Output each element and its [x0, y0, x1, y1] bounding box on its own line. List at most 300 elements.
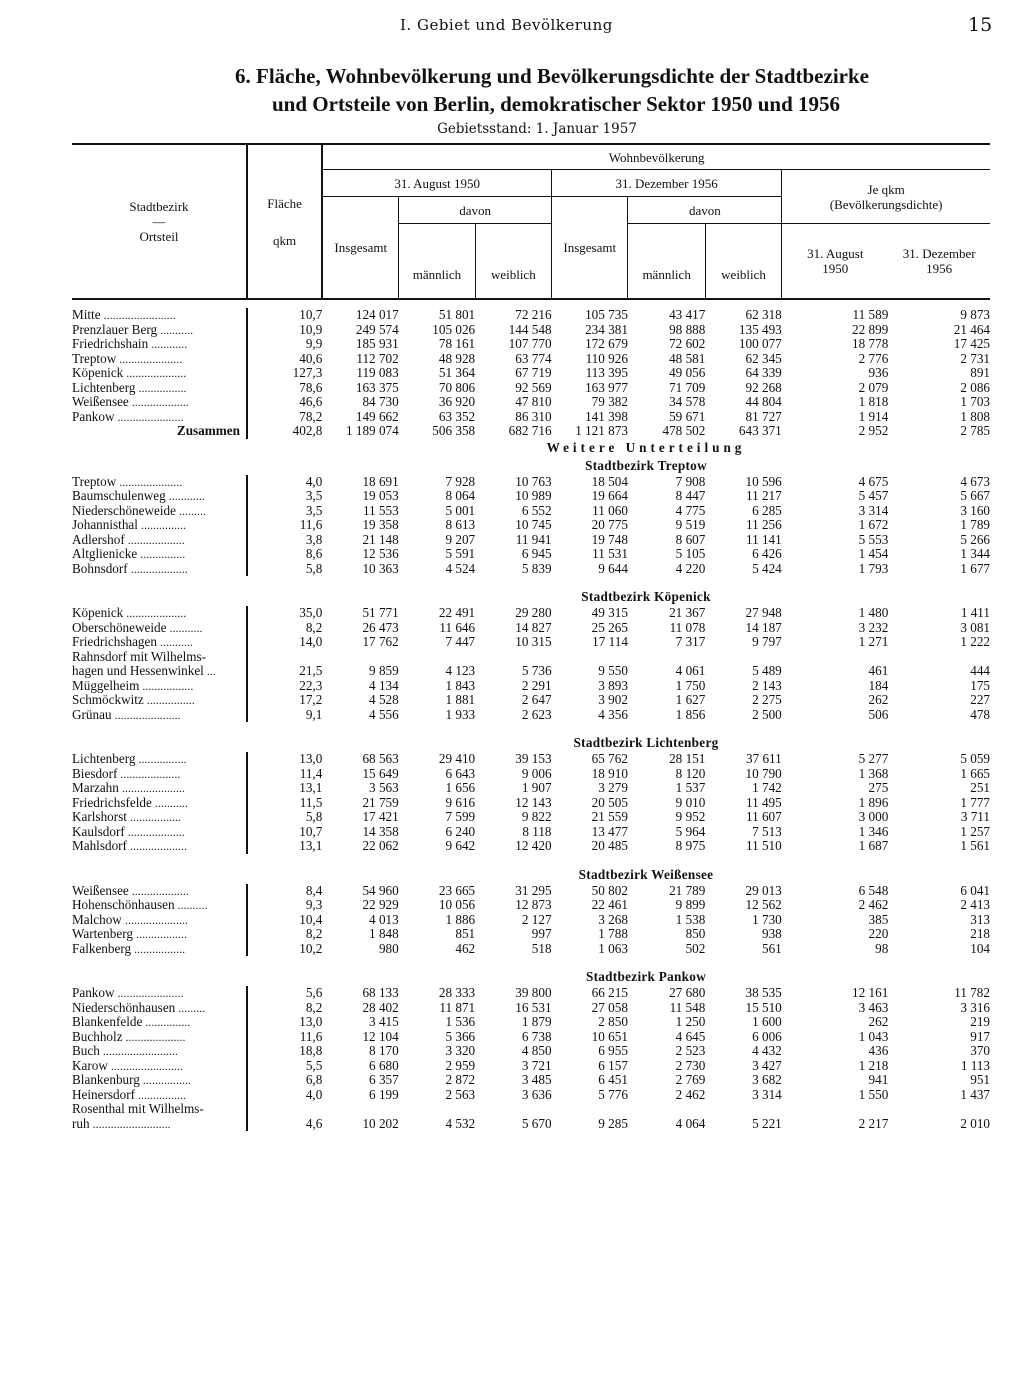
header-qkm-label: qkm — [273, 232, 297, 248]
dot-leader: ................... — [128, 395, 189, 409]
cell-insgesamt-1956: 3 279 — [598, 781, 628, 795]
cell-insgesamt-1956: 141 398 — [585, 409, 628, 424]
table-row — [72, 1059, 990, 1074]
dot-leader: .................... — [123, 606, 187, 620]
cell-maennlich-1956: 1 627 — [675, 693, 706, 707]
dot-leader: ................ — [139, 1073, 191, 1087]
cell-maennlich-1950: 22 491 — [438, 606, 476, 620]
cell-maennlich-1950 — [399, 650, 475, 665]
dot-leader: .......... — [174, 898, 208, 912]
cell-dichte-1950: 1 346 — [858, 824, 889, 839]
cell-dichte-1956: 1 411 — [960, 606, 990, 620]
cell-flaeche: 18,8 — [247, 1044, 322, 1059]
table-row — [72, 942, 990, 957]
cell-flaeche: 5,8 — [247, 810, 322, 825]
cell-insgesamt-1950: 3 563 — [369, 781, 399, 795]
cell-maennlich-1956: 9 952 — [675, 810, 706, 824]
cell-dichte-1950: 2 952 — [858, 424, 889, 438]
dot-leader: ...................... — [111, 707, 181, 722]
cell-insgesamt-1950: 54 960 — [362, 883, 399, 898]
cell-weiblich-1956: 5 424 — [752, 561, 782, 576]
cell-maennlich-1956: 2 769 — [675, 1073, 706, 1087]
header-dichte-dez-line1: 31. Dezember — [902, 246, 976, 261]
cell-weiblich-1956: 100 077 — [738, 337, 782, 351]
cell-flaeche: 22,3 — [247, 679, 322, 694]
cell-dichte-1950: 1 672 — [858, 518, 889, 532]
cell-insgesamt-1950: 22 062 — [362, 839, 399, 853]
dot-leader: ................... — [124, 532, 185, 547]
row-name: Pankow ...................... — [72, 986, 184, 1000]
cell-weiblich-1950: 5 839 — [521, 561, 552, 576]
cell-weiblich-1956: 27 948 — [745, 606, 782, 620]
cell-dichte-1956: 5 667 — [960, 489, 990, 503]
cell-insgesamt-1950: 17 762 — [362, 635, 399, 649]
cell-weiblich-1956 — [705, 650, 781, 665]
cell-flaeche: 3,5 — [247, 489, 322, 504]
cell-weiblich-1956: 11 510 — [745, 839, 782, 853]
cell-insgesamt-1950: 84 730 — [362, 395, 399, 409]
dot-leader: ...................... — [114, 409, 184, 424]
cell-dichte-1950: 3 000 — [858, 810, 889, 824]
cell-maennlich-1950: 78 161 — [438, 337, 476, 351]
cell-weiblich-1950: 39 800 — [515, 986, 552, 1000]
row-name: Malchow ..................... — [72, 912, 188, 927]
cell-insgesamt-1956: 11 531 — [592, 547, 628, 561]
gebietsstand-note: Gebietsstand: 1. Januar 1957 — [437, 121, 637, 137]
header-dichte-dez1956 — [888, 224, 990, 300]
cell-insgesamt-1950: 249 574 — [355, 322, 399, 337]
header-dez1956: 31. Dezember 1956 — [552, 170, 782, 197]
cell-dichte-1956: 444 — [970, 664, 990, 678]
cell-maennlich-1950: 6 643 — [445, 766, 476, 781]
cell-maennlich-1956: 27 680 — [669, 986, 706, 1000]
cell-maennlich-1956: 8 607 — [675, 532, 706, 547]
cell-weiblich-1956: 11 495 — [745, 795, 782, 810]
cell-dichte-1950: 1 818 — [858, 395, 889, 409]
cell-weiblich-1956: 44 804 — [745, 395, 782, 409]
cell-maennlich-1950: 2 563 — [445, 1087, 476, 1102]
cell-dichte-1956: 227 — [970, 693, 990, 707]
cell-flaeche: 46,6 — [247, 395, 322, 410]
cell-insgesamt-1956: 25 265 — [591, 620, 628, 635]
cell-flaeche: 10,9 — [247, 323, 322, 338]
table-row — [72, 796, 990, 811]
cell-insgesamt-1950: 4 134 — [369, 678, 399, 693]
cell-insgesamt-1956: 5 776 — [598, 1087, 628, 1102]
header-maennlich-1956: männlich — [628, 224, 705, 300]
cell-weiblich-1950: 6 552 — [521, 503, 552, 518]
cell-flaeche: 14,0 — [247, 635, 322, 650]
cell-insgesamt-1956: 6 451 — [598, 1073, 628, 1087]
cell-dichte-1956: 2 731 — [960, 351, 990, 366]
cell-weiblich-1950: 6 738 — [521, 1029, 552, 1044]
cell-maennlich-1950: 506 358 — [432, 424, 476, 438]
table-row — [72, 424, 990, 439]
running-head — [0, 16, 1024, 38]
cell-flaeche: 4,6 — [247, 1117, 322, 1132]
cell-insgesamt-1950: 8 170 — [369, 1044, 399, 1058]
table-row — [72, 323, 990, 338]
cell-dichte-1956: 2 010 — [960, 1116, 990, 1131]
cell-weiblich-1956: 10 790 — [745, 766, 782, 781]
cell-maennlich-1950: 7 447 — [445, 635, 476, 649]
table-row — [72, 475, 990, 490]
row-name: Weißensee ................... — [72, 883, 189, 898]
cell-weiblich-1950: 11 941 — [515, 532, 552, 547]
dot-leader: ................. — [126, 810, 181, 824]
cell-flaeche — [247, 1102, 322, 1117]
cell-flaeche — [247, 650, 322, 665]
row-name: Karlshorst ................. — [72, 810, 181, 824]
table-row — [72, 337, 990, 352]
row-name: Weißensee ................... — [72, 395, 189, 409]
row-name: Friedrichsfelde ........... — [72, 795, 188, 810]
cell-dichte-1950: 3 314 — [858, 503, 889, 518]
cell-insgesamt-1956: 20 485 — [591, 839, 628, 853]
cell-maennlich-1956: 4 645 — [675, 1029, 706, 1044]
cell-weiblich-1950: 86 310 — [515, 409, 552, 424]
cell-weiblich-1956: 2 500 — [752, 707, 782, 722]
cell-flaeche: 78,6 — [247, 381, 322, 396]
table-row — [72, 635, 990, 650]
cell-maennlich-1950: 11 646 — [439, 620, 476, 635]
cell-maennlich-1956: 9 010 — [675, 795, 706, 810]
cell-insgesamt-1950: 51 771 — [362, 606, 399, 620]
cell-insgesamt-1950: 21 148 — [362, 532, 399, 547]
table-row — [72, 810, 990, 825]
cell-dichte-1950: 1 218 — [858, 1058, 889, 1073]
cell-maennlich-1950: 23 665 — [438, 883, 476, 898]
cell-weiblich-1956: 2 275 — [752, 693, 782, 707]
cell-dichte-1956: 2 086 — [960, 380, 990, 395]
cell-flaeche: 13,1 — [247, 781, 322, 796]
cell-maennlich-1956: 7 317 — [675, 635, 706, 649]
table-row — [72, 1088, 990, 1103]
table-row — [72, 489, 990, 504]
dot-leader: ..................... — [116, 474, 183, 489]
cell-dichte-1956: 1 677 — [960, 561, 990, 576]
cell-flaeche: 10,4 — [247, 913, 322, 928]
cell-flaeche: 78,2 — [247, 410, 322, 425]
cell-dichte-1956: 1 789 — [960, 518, 990, 532]
cell-maennlich-1950: 5 001 — [445, 503, 476, 518]
cell-insgesamt-1956: 49 315 — [591, 606, 628, 620]
table-row — [72, 1030, 990, 1045]
cell-weiblich-1950: 29 280 — [515, 606, 552, 620]
cell-maennlich-1950: 11 871 — [439, 1000, 476, 1015]
cell-weiblich-1956: 1 730 — [752, 912, 782, 927]
cell-insgesamt-1956: 1 121 873 — [575, 424, 628, 438]
cell-insgesamt-1956: 113 395 — [585, 366, 628, 380]
cell-dichte-1950: 18 778 — [852, 337, 889, 351]
header-flaeche-label: Fläche — [267, 195, 302, 211]
cell-maennlich-1956: 4 220 — [675, 561, 706, 576]
spacer-cell — [72, 956, 990, 968]
cell-weiblich-1950: 10 315 — [515, 635, 552, 649]
cell-weiblich-1956: 2 143 — [752, 678, 782, 693]
page-number: 15 — [968, 14, 993, 36]
cell-dichte-1950: 436 — [868, 1044, 889, 1058]
cell-flaeche: 11,6 — [247, 1030, 322, 1045]
weitere-unterteilung: Weitere Unterteilung — [546, 439, 746, 455]
dot-leader: .......................... — [89, 1116, 171, 1131]
cell-weiblich-1950: 6 945 — [521, 547, 552, 561]
cell-insgesamt-1956: 22 461 — [591, 898, 628, 912]
row-name: Blankenburg ................ — [72, 1073, 191, 1087]
header-stadtbezirk — [72, 144, 247, 299]
table-row — [72, 518, 990, 533]
cell-maennlich-1950: 36 920 — [438, 395, 476, 409]
cell-dichte-1950: 5 553 — [858, 532, 889, 547]
cell-weiblich-1956: 11 607 — [745, 810, 782, 824]
row-name: Buch ......................... — [72, 1044, 178, 1058]
cell-dichte-1956: 891 — [970, 366, 990, 380]
cell-maennlich-1956: 34 578 — [669, 395, 706, 409]
cell-dichte-1956: 1 222 — [960, 635, 990, 649]
table-row — [72, 884, 990, 899]
cell-insgesamt-1950: 26 473 — [362, 620, 399, 635]
cell-insgesamt-1956: 2 850 — [598, 1015, 628, 1029]
cell-weiblich-1950: 997 — [531, 927, 552, 941]
table-row — [72, 562, 990, 577]
cell-dichte-1950: 1 687 — [858, 839, 889, 853]
cell-maennlich-1956: 1 538 — [675, 912, 706, 927]
cell-flaeche: 8,4 — [247, 884, 322, 899]
table-row — [72, 504, 990, 519]
cell-maennlich-1956: 4 775 — [675, 503, 706, 518]
cell-insgesamt-1956: 3 893 — [598, 678, 628, 693]
cell-dichte-1956: 3 316 — [960, 1000, 990, 1015]
cell-insgesamt-1950: 11 553 — [362, 503, 399, 518]
header-flaeche — [247, 144, 322, 299]
cell-flaeche: 13,1 — [247, 839, 322, 854]
cell-dichte-1956: 5 059 — [960, 752, 990, 766]
table-row — [72, 708, 990, 723]
dot-leader: ................. — [139, 678, 194, 693]
row-name: Biesdorf .................... — [72, 766, 181, 781]
cell-insgesamt-1956: 11 060 — [592, 503, 628, 518]
dot-leader: ......... — [176, 503, 206, 518]
cell-weiblich-1950: 107 770 — [508, 337, 552, 351]
cell-weiblich-1956: 6 285 — [752, 503, 782, 518]
cell-maennlich-1956: 1 856 — [675, 707, 706, 722]
cell-insgesamt-1956: 66 215 — [591, 986, 628, 1000]
cell-maennlich-1956: 8 447 — [675, 489, 706, 503]
table-row — [72, 986, 990, 1001]
cell-insgesamt-1956: 9 550 — [598, 664, 628, 678]
cell-insgesamt-1956: 4 356 — [598, 707, 628, 722]
cell-weiblich-1956: 1 742 — [752, 781, 782, 795]
cell-flaeche: 127,3 — [247, 366, 322, 381]
cell-maennlich-1950: 851 — [455, 927, 476, 941]
cell-weiblich-1950: 10 745 — [515, 518, 552, 532]
cell-weiblich-1950: 63 774 — [515, 351, 552, 366]
table-row — [72, 767, 990, 782]
table-row — [72, 308, 990, 323]
cell-insgesamt-1950: 1 189 074 — [345, 424, 399, 438]
cell-flaeche: 10,7 — [247, 308, 322, 323]
cell-insgesamt-1950: 119 083 — [356, 366, 399, 380]
cell-insgesamt-1950: 980 — [378, 941, 399, 956]
cell-dichte-1956: 175 — [970, 678, 990, 693]
cell-maennlich-1956: 21 367 — [669, 606, 706, 620]
cell-insgesamt-1950: 17 421 — [362, 810, 399, 824]
cell-flaeche: 17,2 — [247, 693, 322, 708]
cell-flaeche: 8,6 — [247, 547, 322, 562]
cell-maennlich-1956: 4 061 — [675, 664, 706, 678]
cell-insgesamt-1956: 234 381 — [585, 322, 628, 337]
cell-insgesamt-1950: 6 680 — [369, 1058, 399, 1073]
dot-leader: ................... — [126, 839, 187, 853]
cell-dichte-1950: 184 — [868, 678, 889, 693]
cell-maennlich-1950: 9 616 — [445, 795, 476, 810]
header-weiblich-1956: weiblich — [705, 224, 781, 300]
cell-maennlich-1956: 59 671 — [669, 409, 706, 424]
cell-weiblich-1950: 518 — [531, 941, 552, 956]
dot-leader: ........... — [156, 635, 193, 649]
cell-maennlich-1950: 28 333 — [438, 986, 476, 1000]
cell-weiblich-1950: 67 719 — [515, 366, 552, 380]
table-row — [72, 679, 990, 694]
cell-insgesamt-1950: 4 556 — [369, 707, 399, 722]
cell-insgesamt-1950: 112 702 — [356, 351, 399, 366]
cell-weiblich-1950: 9 822 — [521, 810, 552, 824]
cell-flaeche: 3,8 — [247, 533, 322, 548]
cell-weiblich-1950: 2 623 — [521, 707, 552, 722]
spacer-row — [72, 576, 990, 588]
table-row — [72, 752, 990, 767]
row-name: hagen und Hessenwinkel ... — [72, 664, 216, 678]
cell-weiblich-1956: 64 339 — [745, 366, 782, 380]
cell-dichte-1950: 22 899 — [852, 322, 889, 337]
cell-maennlich-1950 — [399, 1102, 475, 1117]
cell-weiblich-1956: 5 221 — [752, 1116, 782, 1131]
cell-weiblich-1956: 3 427 — [752, 1058, 782, 1073]
cell-dichte-1956: 1 113 — [960, 1058, 990, 1073]
cell-insgesamt-1950: 68 563 — [362, 752, 399, 766]
table-row — [72, 1073, 990, 1088]
section-title: I. Gebiet und Bevölkerung — [400, 16, 613, 34]
cell-dichte-1956: 1 437 — [960, 1087, 990, 1102]
cell-dichte-1950: 936 — [868, 366, 889, 380]
cell-dichte-1956: 478 — [970, 707, 990, 722]
cell-weiblich-1950 — [475, 650, 551, 665]
cell-dichte-1956: 11 782 — [954, 986, 990, 1000]
cell-weiblich-1956: 561 — [761, 941, 782, 956]
table-row — [72, 366, 990, 381]
cell-dichte-1956: 4 673 — [960, 474, 990, 489]
group-title: Stadtbezirk Köpenick — [581, 589, 711, 604]
cell-weiblich-1956: 62 318 — [745, 308, 782, 322]
cell-insgesamt-1956: 18 504 — [591, 474, 628, 489]
row-name: Müggelheim ................. — [72, 678, 194, 693]
group-title: Stadtbezirk Treptow — [585, 457, 707, 473]
cell-insgesamt-1950: 19 053 — [362, 489, 399, 503]
cell-maennlich-1950: 462 — [455, 941, 476, 956]
header-davon-1956: davon — [628, 197, 782, 224]
row-name: Zusammen — [176, 424, 240, 438]
header-dichte-aug1950 — [782, 224, 889, 300]
cell-maennlich-1950: 7 928 — [445, 474, 476, 489]
row-name: Adlershof ................... — [72, 532, 185, 547]
cell-maennlich-1956: 5 105 — [675, 547, 706, 561]
cell-flaeche: 5,6 — [247, 986, 322, 1001]
cell-dichte-1956: 313 — [970, 912, 990, 927]
table-title-line-2: und Ortsteile von Berlin, demokratischer Sektor 1950 und 1956 — [272, 92, 840, 116]
table-row — [72, 1015, 990, 1030]
cell-weiblich-1956: 11 141 — [745, 532, 782, 547]
cell-maennlich-1956: 478 502 — [662, 424, 706, 438]
cell-dichte-1956: 1 777 — [960, 795, 990, 810]
cell-maennlich-1950: 2 872 — [445, 1073, 476, 1087]
table-row — [72, 927, 990, 942]
spacer-row — [72, 299, 990, 308]
table-row — [72, 533, 990, 548]
cell-insgesamt-1950: 149 662 — [355, 409, 399, 424]
cell-weiblich-1956: 3 682 — [752, 1073, 782, 1087]
row-name: Mahlsdorf ................... — [72, 839, 187, 853]
cell-insgesamt-1956: 1 063 — [598, 941, 628, 956]
cell-insgesamt-1956: 110 926 — [585, 351, 628, 366]
cell-maennlich-1956: 9 899 — [675, 898, 706, 912]
cell-dichte-1956: 1 703 — [960, 395, 990, 409]
dot-leader: ................... — [127, 561, 188, 576]
cell-weiblich-1950: 12 420 — [515, 839, 552, 853]
table-row — [72, 825, 990, 840]
row-name: Treptow ..................... — [72, 351, 183, 366]
header-je-qkm-label: Je qkm — [867, 181, 905, 197]
cell-maennlich-1956: 8 120 — [675, 766, 706, 781]
dot-leader: ........................ — [100, 308, 176, 322]
cell-insgesamt-1956 — [552, 1102, 628, 1117]
cell-flaeche: 13,0 — [247, 1015, 322, 1030]
cell-dichte-1956: 1 344 — [960, 547, 990, 561]
cell-maennlich-1950: 105 026 — [432, 322, 476, 337]
row-name: Marzahn ..................... — [72, 781, 185, 795]
cell-weiblich-1950: 14 827 — [515, 620, 552, 635]
cell-dichte-1956: 17 425 — [953, 337, 990, 351]
cell-dichte-1950: 3 232 — [858, 620, 889, 635]
row-name: Niederschönhausen ......... — [72, 1000, 206, 1015]
row-name: Schmöckwitz ................ — [72, 693, 195, 707]
row-name: Oberschöneweide ........... — [72, 620, 203, 635]
cell-maennlich-1950: 1 656 — [445, 781, 476, 795]
cell-maennlich-1956: 502 — [685, 941, 706, 956]
group-title-row — [72, 968, 990, 986]
cell-weiblich-1950: 16 531 — [515, 1000, 552, 1015]
cell-insgesamt-1956: 17 114 — [592, 635, 628, 649]
dot-leader: ...................... — [114, 986, 184, 1000]
header-insgesamt-1950: Insgesamt — [322, 197, 398, 300]
dot-leader: ......................... — [99, 1044, 178, 1058]
cell-weiblich-1956: 6 426 — [752, 547, 782, 561]
cell-maennlich-1950: 4 524 — [445, 561, 476, 576]
table-row — [72, 781, 990, 796]
cell-dichte-1950: 5 277 — [858, 752, 889, 766]
cell-insgesamt-1956: 1 788 — [598, 927, 628, 941]
row-name: Pankow ...................... — [72, 409, 184, 424]
cell-insgesamt-1950: 9 859 — [369, 664, 399, 678]
table-row — [72, 395, 990, 410]
cell-insgesamt-1956: 21 559 — [591, 810, 628, 824]
cell-maennlich-1956: 11 078 — [669, 620, 706, 635]
cell-weiblich-1956: 11 256 — [745, 518, 782, 532]
cell-insgesamt-1950: 1 848 — [369, 927, 399, 941]
cell-insgesamt-1950: 3 415 — [369, 1015, 399, 1029]
group-title-row — [72, 588, 990, 606]
cell-weiblich-1956: 92 268 — [745, 380, 782, 395]
cell-insgesamt-1950: 4 528 — [369, 693, 399, 707]
